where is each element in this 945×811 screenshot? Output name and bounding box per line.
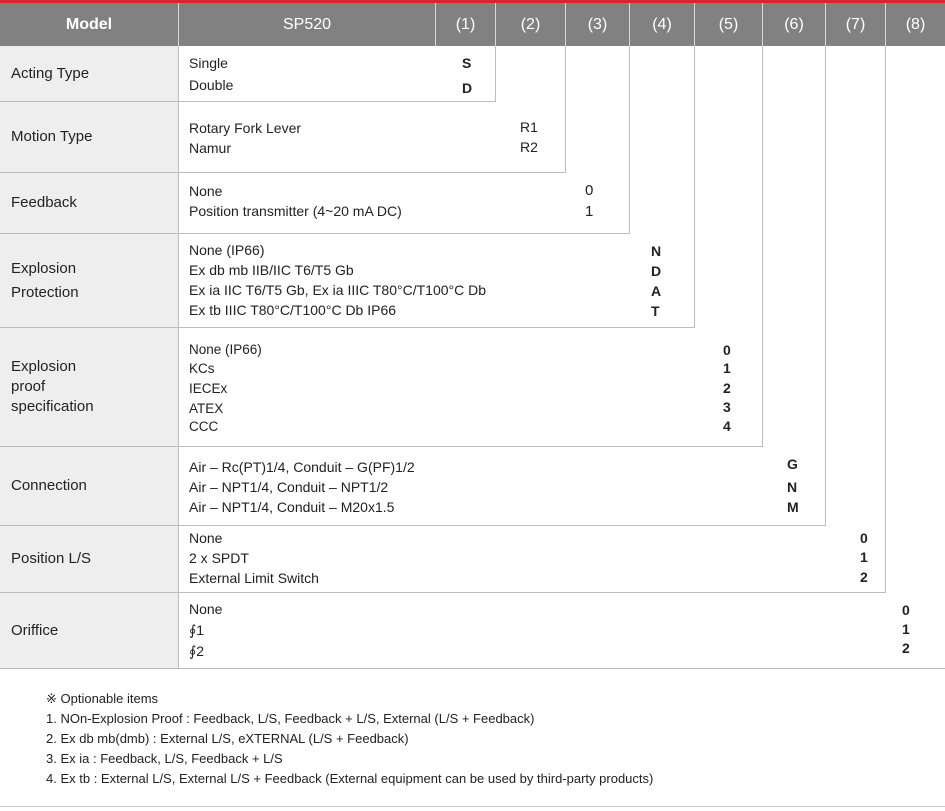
- option-text: 2 x SPDT: [189, 550, 249, 566]
- option-text: Single: [189, 55, 228, 71]
- row-divider: [0, 327, 694, 328]
- option-text: None: [189, 530, 223, 546]
- header-col-8: (8): [885, 3, 945, 46]
- row-label-connection: Connection: [0, 447, 178, 525]
- step-divider: [694, 46, 695, 328]
- option-text: ∮1: [189, 622, 205, 638]
- option-text: None: [189, 183, 223, 199]
- option-text: KCs: [189, 361, 215, 376]
- code-value: 0: [723, 342, 731, 358]
- option-text: IECEx: [189, 381, 228, 396]
- step-divider: [629, 46, 630, 234]
- notes-block: [46, 689, 653, 789]
- option-text: Air – NPT1/4, Conduit – NPT1/2: [189, 479, 389, 495]
- step-divider: [495, 46, 496, 102]
- code-value: 1: [723, 360, 731, 376]
- code-value: 3: [723, 399, 731, 415]
- option-text: Air – NPT1/4, Conduit – M20x1.5: [189, 499, 395, 515]
- header-col-4: (4): [629, 3, 694, 46]
- row-label-acting-type: Acting Type: [0, 46, 178, 101]
- option-text: ATEX: [189, 401, 224, 416]
- option-text: Position transmitter (4~20 mA DC): [189, 203, 402, 219]
- option-text: CCC: [189, 419, 219, 434]
- code-value: R2: [520, 139, 538, 155]
- note-item: 4. Ex tb : External L/S, External L/S + Feedback (External equipment can be used by third-party products): [46, 771, 654, 786]
- note-item: 2. Ex db mb(dmb) : External L/S, eXTERNAL (L/S + Feedback): [46, 731, 409, 746]
- option-text: Rotary Fork Lever: [189, 120, 302, 136]
- header-col-3: (3): [565, 3, 629, 46]
- row-divider: [0, 172, 565, 173]
- note-item: 1. NOn-Explosion Proof : Feedback, L/S, Feedback + L/S, External (L/S + Feedback): [46, 711, 535, 726]
- code-value: T: [651, 303, 660, 319]
- code-value: 2: [902, 640, 910, 656]
- step-divider: [885, 46, 886, 593]
- option-text: None (IP66): [189, 242, 265, 258]
- notes-title: ※ Optionable items: [46, 691, 159, 706]
- code-value: 0: [902, 602, 910, 618]
- row-label-explosion-protection: Explosion Protection: [0, 234, 178, 327]
- code-value: 1: [585, 203, 594, 220]
- option-text: Air – Rc(PT)1/4, Conduit – G(PF)1/2: [189, 459, 415, 475]
- header-col-6: (6): [762, 3, 825, 46]
- row-divider: [0, 592, 885, 593]
- code-value: N: [651, 243, 662, 259]
- row-label-oriffice: Oriffice: [0, 593, 178, 668]
- header-col-7: (7): [825, 3, 885, 46]
- option-text: Namur: [189, 140, 232, 156]
- code-value: N: [787, 479, 798, 495]
- code-value: 1: [902, 621, 910, 637]
- code-value: G: [787, 456, 798, 472]
- code-value: 1: [860, 549, 868, 565]
- option-text: None: [189, 601, 223, 617]
- option-text: ∮2: [189, 643, 205, 659]
- code-value: 2: [860, 569, 868, 585]
- code-value: 4: [723, 418, 731, 434]
- row-divider: [0, 446, 762, 447]
- step-divider: [565, 46, 566, 173]
- bottom-divider: [0, 806, 945, 807]
- code-value: R1: [520, 119, 538, 135]
- option-text: Ex ia IIC T6/T5 Gb, Ex ia IIIC T80°C/T100°C Db: [189, 282, 487, 298]
- row-label-motion-type: Motion Type: [0, 102, 178, 172]
- option-text: Ex db mb IIB/IIC T6/T5 Gb: [189, 262, 354, 278]
- header-product: SP520: [178, 3, 435, 46]
- code-value: 0: [585, 182, 594, 199]
- note-item: 3. Ex ia : Feedback, L/S, Feedback + L/S: [46, 751, 283, 766]
- row-divider: [0, 101, 495, 102]
- code-value: A: [651, 283, 662, 299]
- label-column-divider: [178, 46, 179, 669]
- row-divider: [0, 525, 825, 526]
- code-value: D: [651, 263, 662, 279]
- option-text: None (IP66): [189, 342, 262, 357]
- row-label-explosion-proof-spec: Explosion proof specification: [0, 328, 178, 446]
- code-value: 0: [860, 530, 868, 546]
- header-model: Model: [0, 3, 178, 46]
- code-value: 2: [723, 380, 731, 396]
- row-divider: [0, 233, 629, 234]
- row-label-feedback: Feedback: [0, 173, 178, 233]
- code-value: M: [787, 499, 799, 515]
- code-value: S: [462, 55, 472, 71]
- header-col-5: (5): [694, 3, 762, 46]
- code-value: D: [462, 80, 473, 96]
- header-col-2: (2): [495, 3, 565, 46]
- option-text: Ex tb IIIC T80°C/T100°C Db IP66: [189, 302, 397, 318]
- row-label-position-ls: Position L/S: [0, 526, 178, 592]
- header-col-1: (1): [435, 3, 495, 46]
- option-text: Double: [189, 77, 234, 93]
- step-divider: [825, 46, 826, 526]
- step-divider: [762, 46, 763, 447]
- row-divider: [0, 668, 945, 669]
- option-text: External Limit Switch: [189, 570, 319, 586]
